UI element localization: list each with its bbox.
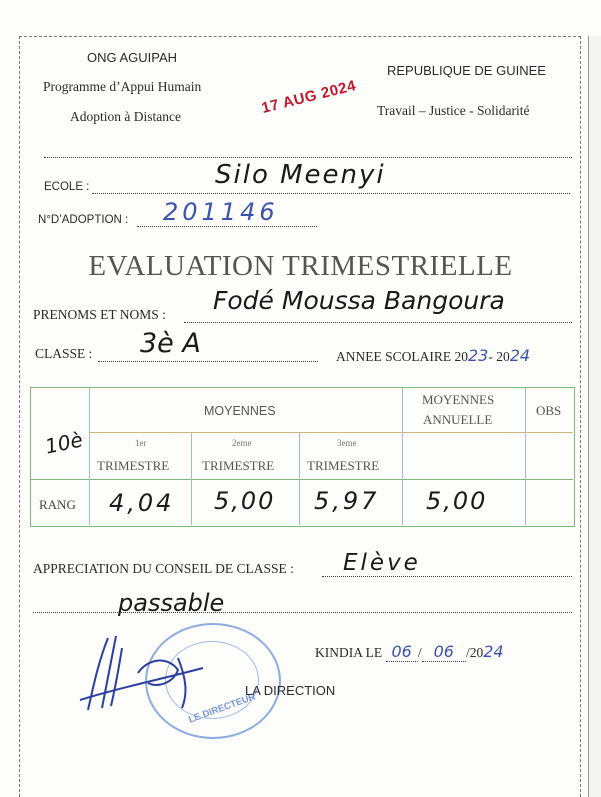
org-name: ONG AGUIPAH — [87, 50, 178, 65]
t1-header: TRIMESTRE — [97, 458, 170, 473]
place-label: KINDIA LE — [315, 645, 383, 660]
adoption-line — [137, 226, 317, 227]
t2-sup: 2eme — [232, 438, 252, 448]
col-divider-2 — [191, 432, 192, 525]
date-separator-2: /20 — [465, 645, 484, 660]
appreciation-value-1: Elève — [343, 550, 421, 576]
t2-grade: 5,00 — [214, 487, 276, 515]
director-signature — [78, 628, 208, 718]
grades-table — [30, 387, 575, 527]
annee-end-year: 24 — [509, 346, 531, 365]
adoption-label: N°D’ADOPTION : — [38, 214, 129, 226]
country-motto: Travail – Justice - Solidarité — [377, 103, 530, 118]
annee-prefix: ANNEE SCOLAIRE 20 — [336, 349, 468, 364]
classe-label: CLASSE : — [35, 346, 93, 361]
program-subtitle: Adoption à Distance — [70, 109, 181, 124]
received-date-stamp: 17 AUG 2024 — [259, 77, 358, 117]
date-line — [315, 642, 504, 661]
header-divider — [44, 157, 572, 158]
annee-start-year: 23 — [468, 346, 489, 365]
t1-sup: 1er — [135, 438, 147, 448]
ecole-line — [92, 193, 570, 194]
appreciation-line-2 — [33, 612, 572, 613]
classe-line — [98, 361, 318, 362]
annuelle-header-line1: MOYENNES — [422, 392, 495, 407]
date-day: 06 — [386, 642, 418, 662]
annee-label — [336, 346, 530, 365]
appreciation-label: APPRECIATION DU CONSEIL DE CLASSE : — [33, 561, 294, 576]
t3-grade: 5,97 — [314, 487, 380, 515]
t3-sup: 3eme — [337, 438, 357, 448]
moyennes-header: MOYENNES — [204, 404, 276, 418]
col-divider-3 — [299, 432, 300, 525]
row-divider-line — [31, 479, 573, 480]
names-label: PRENOMS ET NOMS : — [33, 307, 166, 322]
col-divider-4 — [402, 388, 403, 525]
ecole-label: ECOLE : — [44, 181, 90, 193]
ecole-value: Silo Meenyi — [215, 160, 386, 190]
classe-value: 3è A — [140, 328, 201, 359]
appreciation-line-1 — [322, 576, 572, 577]
program-name: Programme d’Appui Humain — [43, 79, 202, 94]
direction-label: LA DIRECTION — [245, 683, 336, 698]
date-year: 24 — [483, 642, 504, 661]
class-rank-note: 10è — [42, 427, 85, 459]
document-title: EVALUATION TRIMESTRIELLE — [88, 250, 513, 282]
names-line — [184, 322, 572, 323]
obs-header: OBS — [536, 403, 562, 418]
annuelle-header-line2: ANNUELLE — [423, 412, 493, 427]
student-name: Fodé Moussa Bangoura — [213, 286, 505, 315]
seal-text: LE DIRECTEUR — [187, 691, 257, 726]
country-name: REPUBLIQUE DE GUINEE — [387, 63, 546, 78]
t3-header: TRIMESTRE — [307, 458, 380, 473]
annee-separator: - 20 — [488, 349, 510, 364]
col-divider-1 — [89, 388, 90, 525]
t2-header: TRIMESTRE — [202, 458, 275, 473]
adjacent-page-edge — [588, 36, 601, 797]
header-divider-line — [89, 432, 573, 433]
adoption-number: 201146 — [163, 198, 279, 226]
rang-label: RANG — [39, 497, 76, 512]
col-divider-5 — [525, 388, 526, 525]
date-month: 06 — [422, 642, 466, 662]
annual-grade: 5,00 — [426, 487, 488, 515]
appreciation-value-2: passable — [118, 589, 225, 617]
t1-grade: 4,04 — [109, 489, 175, 517]
date-separator-1: / — [417, 645, 422, 660]
